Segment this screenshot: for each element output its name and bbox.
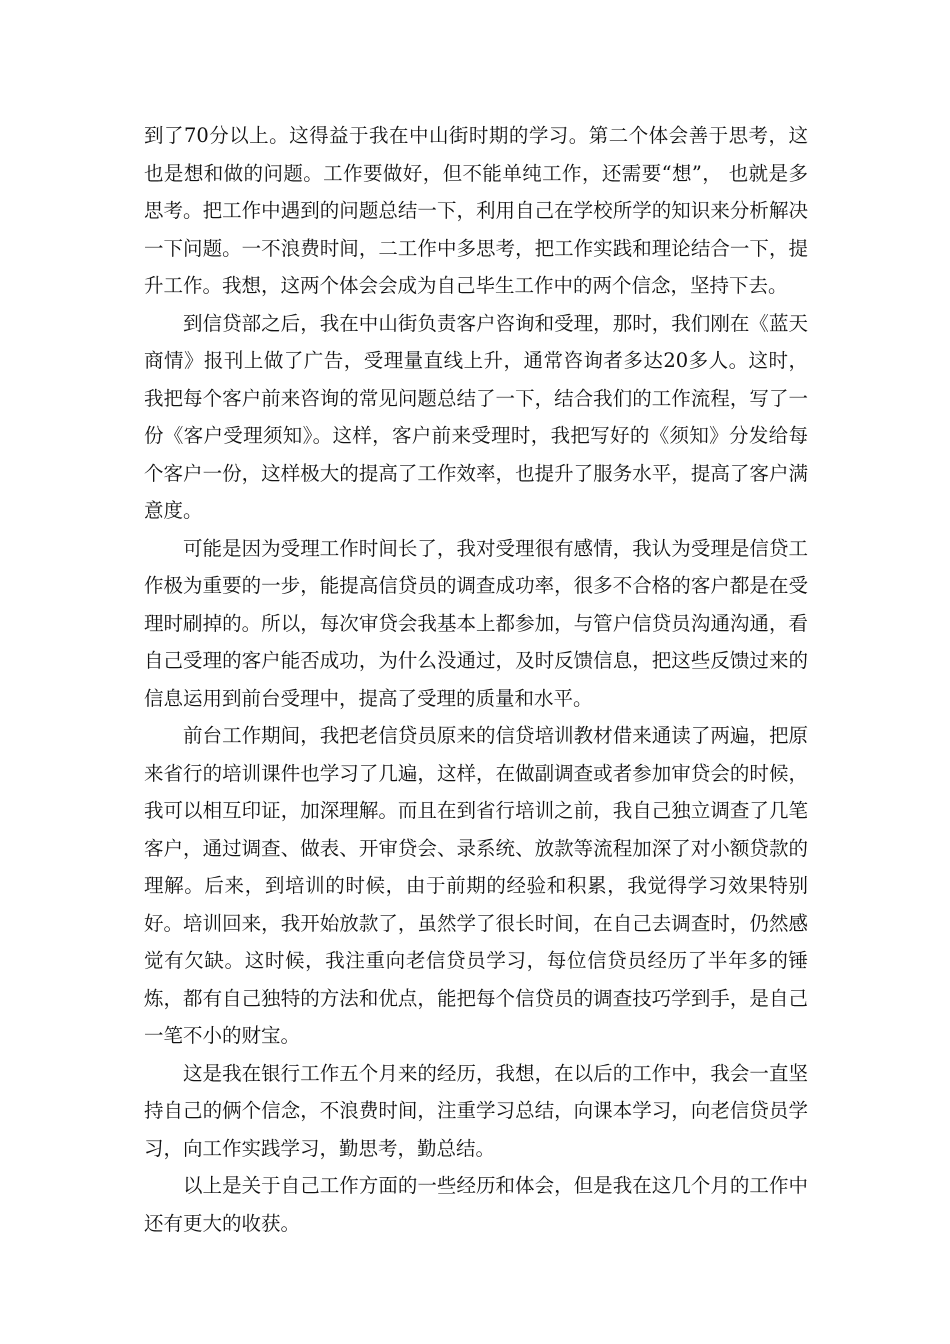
document-body [144, 117, 808, 1242]
paragraph-acceptance-work: 可能是因为受理工作时间长了，我对受理很有感情，我认为受理是信贷工作极为重要的一步，能提高信贷员的调查成功率，很多不合格的客户都是在受理时刷掉的。所以，每次审贷会我基本上都参加，与管户信贷员沟通沟通，看自己受理的客户能否成功，为什么没通过，及时反馈信息，把这些反馈过来的信息运用到前台受理中，提高了受理的质量和水平。 [144, 536, 808, 710]
paragraph-front-desk-training: 前台工作期间，我把老信贷员原来的信贷培训教材借来通读了两遍，把原来省行的培训课件也学习了几遍，这样，在做副调查或者参加审贷会的时候，我可以相互印证，加深理解。而且在到省行培训之前，我自己独立调查了几笔客户，通过调查、做表、开审贷会、录系统、放款等流程加深了对小额贷款的理解。后来，到培训的时候，由于前期的经验和积累，我觉得学习效果特别好。培训回来，我开始放款了，虽然学了很长时间，在自己去调查时，仍然感觉有欠缺。这时候，我注重向老信贷员学习，每位信贷员经历了半年多的锤炼，都有自己独特的方法和优点，能把每个信贷员的调查技巧学到手，是自己一笔不小的财宝。 [144, 724, 808, 1047]
paragraph-continued: 到了70分以上。这得益于我在中山街时期的学习。第二个体会善于思考，这也是想和做的问题。工作要做好，但不能单纯工作，还需要“想”， 也就是多思考。把工作中遇到的问题总结一下，利用自己在学校所学的知识来分析解决一下问题。一不浪费时间，二工作中多思考，把工作实践和理论结合一下，提升工作。我想，这两个体会会成为自己毕生工作中的两个信念，坚持下去。 [144, 124, 808, 297]
paragraph-summary: 以上是关于自己工作方面的一些经历和体会，但是我在这几个月的工作中还有更大的收获。 [144, 1174, 808, 1235]
paragraph-credit-department: 到信贷部之后，我在中山街负责客户咨询和受理，那时，我们刚在《蓝天商情》报刊上做了广告，受理量直线上升，通常咨询者多达20多人。这时，我把每个客户前来咨询的常见问题总结了一下，结合我们的工作流程，写了一份《客户受理须知》。这样，客户前来受理时，我把写好的《须知》分发给每个客户一份，这样极大的提高了工作效率，也提升了服务水平，提高了客户满意度。 [144, 311, 808, 522]
paragraph-five-months-experience: 这是我在银行工作五个月来的经历，我想，在以后的工作中，我会一直坚持自己的俩个信念，不浪费时间，注重学习总结，向课本学习，向老信贷员学习，向工作实践学习，勤思考，勤总结。 [144, 1061, 808, 1160]
